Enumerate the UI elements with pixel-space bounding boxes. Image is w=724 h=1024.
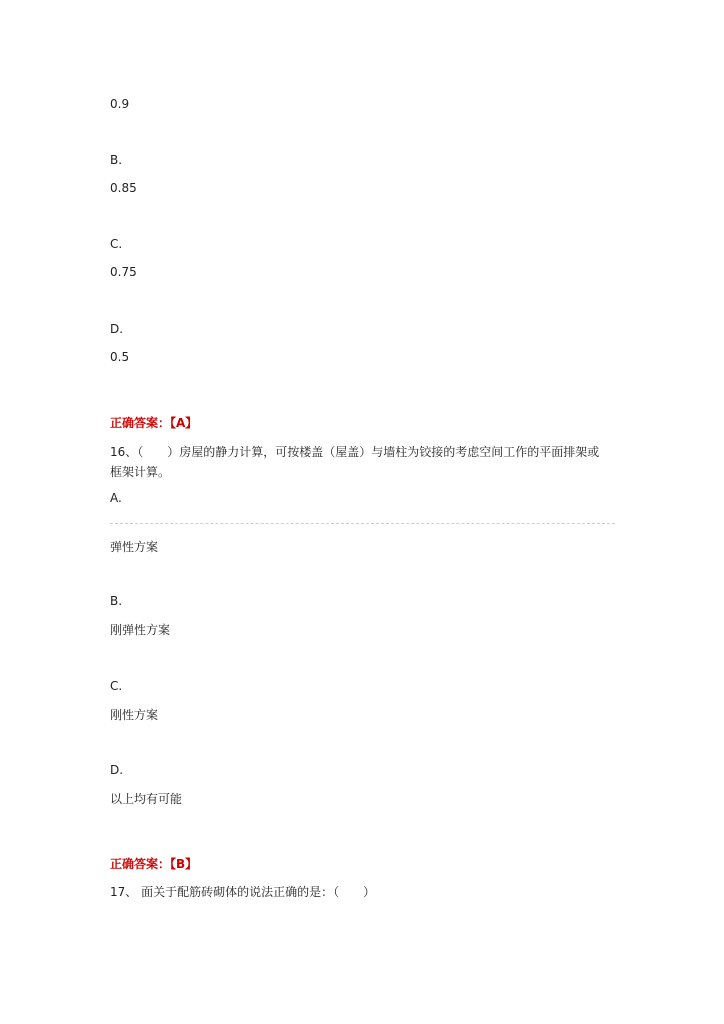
- option-b-label: B.: [110, 153, 123, 167]
- option-a-value: 0.9: [110, 97, 130, 111]
- correct-answer-16: 正确答案：【B】: [110, 857, 198, 871]
- option-d-value: 0.5: [110, 350, 130, 364]
- option-c-label: C.: [110, 237, 123, 251]
- q16-option-b-label: B.: [110, 594, 123, 608]
- question-17: 17、 面关于配筋砖砌体的说法正确的是：（ ）: [110, 885, 376, 899]
- q16-option-d-value: 以上均有可能: [110, 792, 183, 806]
- q16-option-b-value: 刚弹性方案: [110, 623, 171, 637]
- option-d-label: D.: [110, 322, 124, 336]
- q16-option-d-label: D.: [110, 763, 124, 777]
- q16-option-c-label: C.: [110, 679, 123, 693]
- option-b-value: 0.85: [110, 181, 137, 195]
- correct-answer-15: 正确答案：【A】: [110, 416, 198, 430]
- q16-option-c-value: 刚性方案: [110, 708, 159, 722]
- dashed-divider: [110, 523, 615, 524]
- question-16: 16、（ ）房屋的静力计算，可按楼盖（屋盖）与墙柱为铰接的考虑空间工作的平面排架或框架计算。: [110, 445, 600, 479]
- q16-option-a-value: 弹性方案: [110, 540, 159, 554]
- q16-option-a-label: A.: [110, 491, 122, 505]
- option-c-value: 0.75: [110, 265, 137, 279]
